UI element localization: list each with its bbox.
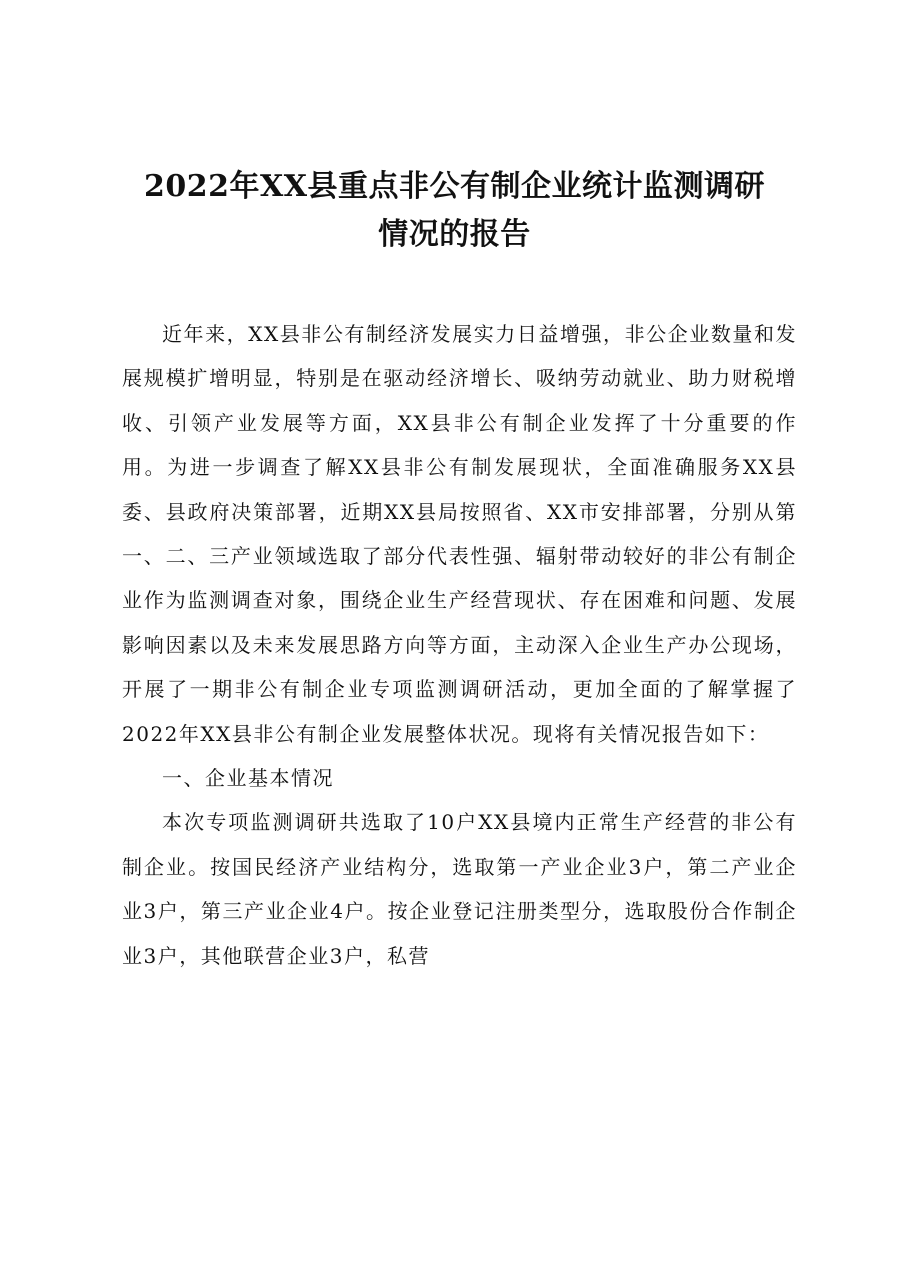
basic-info-paragraph: 本次专项监测调研共选取了10户XX县境内正常生产经营的非公有制企业。按国民经济产业结构分，选取第一产业企业3户，第二产业企业3户，第三产业企业4户。按企业登记注册类型分，选取股份合作制企业3户，其他联营企业3户，私营 xyxy=(122,810,797,968)
title-line-1: 2022年XX县重点非公有制企业统计监测调研 xyxy=(143,169,766,204)
document-body xyxy=(122,312,797,978)
title-line-2: 情况的报告 xyxy=(378,217,531,252)
intro-paragraph: 近年来，XX县非公有制经济发展实力日益增强，非公企业数量和发展规模扩增明显，特别是在驱动经济增长、吸纳劳动就业、助力财税增收、引领产业发展等方面，XX县非公有制企业发挥了十分重要的作用。为进一步调查了解XX县非公有制发展现状，全面准确服务XX县委、县政府决策部署，近期XX县局按照省、XX市安排部署，分别从第一、二、三产业领域选取了部分代表性强、辐射带动较好的非公有制企业作为监测调查对象，围绕企业生产经营现状、存在困难和问题、发展影响因素以及未来发展思路方向等方面，主动深入企业生产办公现场，开展了一期非公有制企业专项监测调研活动，更加全面的了解掌握了2022年XX县非公有制企业发展整体状况。现将有关情况报告如下： xyxy=(122,322,797,746)
section-heading-basic-info: 一、企业基本情况 xyxy=(162,766,334,791)
document-title xyxy=(100,163,809,259)
